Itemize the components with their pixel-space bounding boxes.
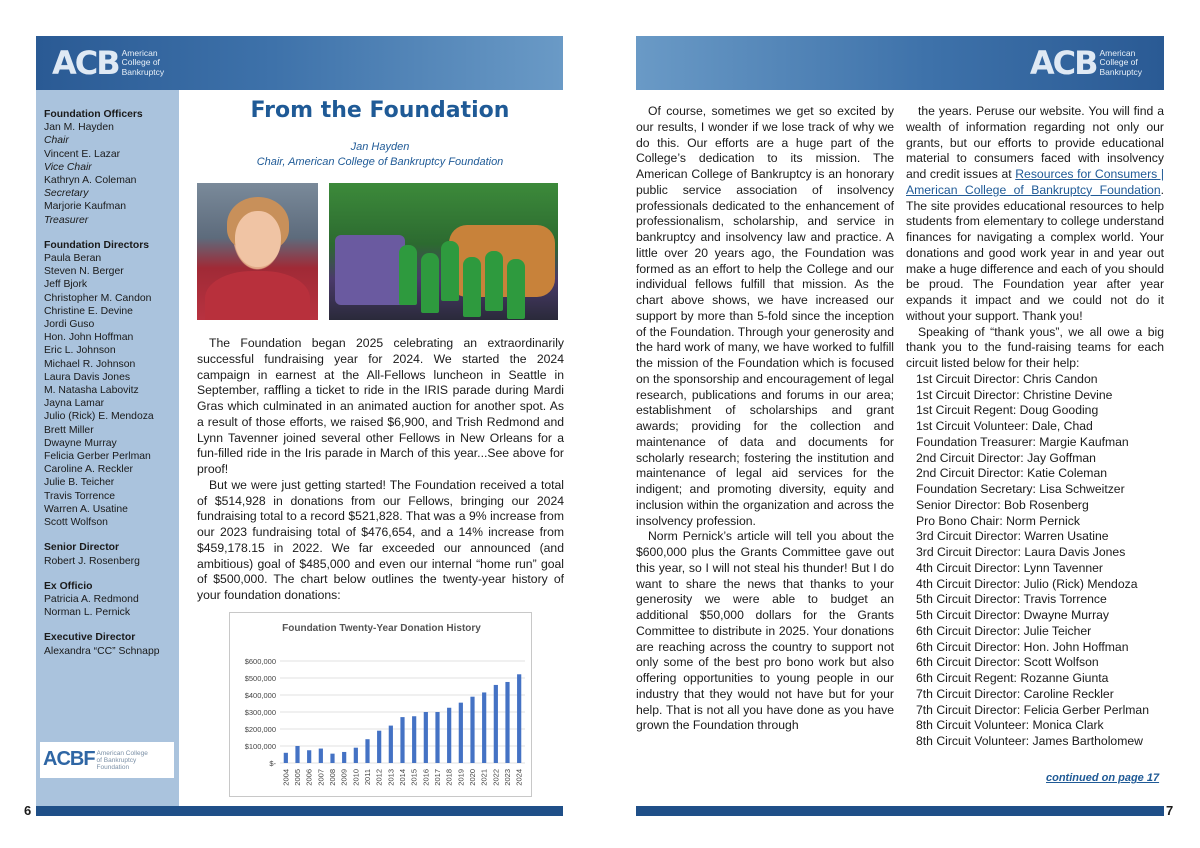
chart-x-tick-label: 2021	[479, 769, 489, 786]
chart-bar	[319, 749, 323, 763]
chart-bar	[459, 703, 463, 763]
parade-shape	[399, 245, 417, 305]
circuit-team-item: 1st Circuit Volunteer: Dale, Chad	[916, 419, 1093, 433]
chart-y-tick-label: $200,000	[244, 725, 276, 734]
sidebar-person-name: Norman L. Pernick	[44, 607, 131, 619]
sidebar-group-heading: Senior Director	[44, 542, 120, 554]
page-number-left: 6	[24, 803, 32, 818]
author-title: Chair, American College of Bankruptcy Foundation	[256, 155, 504, 168]
acbf-logo-mark: ACBF	[43, 748, 95, 771]
logo-line: Bankruptcy	[1099, 66, 1142, 77]
sidebar-person-name: Warren A. Usatine	[44, 503, 128, 515]
chart-bar	[354, 748, 358, 763]
portrait-shape	[205, 271, 310, 320]
chart-x-tick-label: 2005	[293, 769, 302, 786]
donation-history-chart	[229, 612, 532, 797]
paragraph	[906, 104, 1164, 325]
paragraph: Of course, sometimes we get so excited by our results, I wonder if we lose track of why we do this. Our efforts are a huge part of the College’s dedication to its mission. The American College of Bankruptcy is an honorary public service association of insolvency professionals dedicated to the enhancement of professionalism, scholarship, and service in bankruptcy and insolvency law and practice. A little over 20 years ago, the Foundation was formed as an effort to help the College and our individual fellows fulfill that mission. As the chart above shows, we have increased our support by more than 5-fold since the inception of the Foundation. Through your generosity and the hard work of many, we have worked to fulfill the mission of the Foundation which is focused on the sponsorship and encouragement of legal research, publications and forums in our area; establishment of scholarships and grant awards; providing for the collection and maintenance of data and documents for scholarly research; fostering the institution and maintenance of legal aid services for the indigent; and promoting diversity, equity and inclusion within the organization and across the insolvency profession.	[636, 104, 894, 528]
sidebar-person-name: Brett Miller	[44, 424, 94, 436]
logo-line: American	[121, 47, 158, 58]
chart-bar	[295, 746, 299, 763]
chart-bar	[470, 697, 474, 763]
acb-logo-mark: ACB	[52, 44, 119, 82]
circuit-team-item: 3rd Circuit Director: Laura Davis Jones	[916, 545, 1126, 559]
sidebar-person-name: Julie B. Teicher	[44, 477, 115, 489]
chart-y-tick-label: $300,000	[244, 708, 276, 717]
circuit-team-item: 7th Circuit Director: Felicia Gerber Perlman	[916, 702, 1149, 717]
chart-x-tick-label: 2010	[351, 769, 361, 786]
chart-x-tick-label: 2017	[433, 769, 442, 786]
sidebar-person-name: Christine E. Devine	[44, 305, 133, 317]
chart-y-tick-label: $500,000	[244, 674, 276, 683]
chart-bar	[424, 712, 428, 763]
circuit-team-item: 1st Circuit Director: Christine Devine	[916, 387, 1113, 402]
acbf-logo[interactable]	[40, 742, 174, 778]
sidebar-person-name: Laura Davis Jones	[44, 371, 131, 383]
continued-link[interactable]: continued on page 17	[1046, 772, 1160, 784]
sidebar-group	[44, 580, 179, 620]
chart-y-tick-label: $400,000	[244, 691, 276, 700]
sidebar-person-name: Jeff Bjork	[44, 279, 88, 291]
parade-shape	[335, 235, 405, 305]
chart-bar	[447, 708, 451, 763]
sidebar-group	[44, 108, 179, 227]
chart-x-tick-label: 2020	[468, 769, 477, 786]
acb-logo-text	[1099, 49, 1142, 78]
chart-x-tick-label: 2004	[281, 769, 291, 786]
parade-photo	[329, 183, 558, 320]
paragraph: The Foundation began 2025 celebrating an extraordinarily successful fundraising year for 2024. We started the 2024 campaign in earnest at the All-Fellows luncheon in Seattle in September, raffling a ticket to ride in the IRIS parade during Mardi Gras which culminated in an animated auction for another spot. As a result of those efforts, we raised $6,900, and Trish Redmond and Lynn Tavenner joined several other Fellows in New Orleans for a fun-filled ride in the Iris parade in March of this year...See above for proof!	[197, 336, 564, 476]
sidebar-person-name: Vincent E. Lazar	[44, 148, 121, 160]
chart-bar	[307, 750, 311, 763]
sidebar-groups	[44, 108, 179, 658]
footer-bar-right	[636, 806, 1164, 816]
sidebar-person-name: Travis Torrence	[44, 490, 116, 502]
chart-x-tick-label: 2022	[491, 769, 501, 786]
parade-shape	[441, 241, 459, 301]
parade-shape	[485, 251, 503, 311]
sidebar-person-name: Julio (Rick) E. Mendoza	[44, 411, 154, 423]
chart-x-tick-label: 2007	[316, 769, 326, 786]
article-column-b	[906, 104, 1164, 750]
logo-line: College of	[121, 57, 160, 68]
sidebar-person-name: Alexandra “CC” Schnapp	[44, 645, 160, 657]
sidebar-person-name: Scott Wolfson	[44, 517, 108, 529]
chart-bar	[517, 674, 521, 763]
circuit-team-item: 2nd Circuit Director: Katie Coleman	[916, 466, 1108, 481]
circuit-team-item: 5th Circuit Director: Travis Torrence	[916, 592, 1107, 607]
circuit-team-item: 6th Circuit Director: Hon. John Hoffman	[916, 639, 1129, 654]
byline	[180, 140, 580, 169]
logo-line: American	[1099, 47, 1136, 58]
chart-bar	[377, 731, 381, 763]
sidebar-group	[44, 541, 179, 567]
chart-x-tick-label: 2011	[363, 769, 372, 786]
foundation-sidebar	[36, 90, 179, 806]
circuit-team-list	[906, 372, 1164, 750]
chart-x-tick-label: 2023	[503, 769, 512, 786]
chart-svg	[230, 613, 533, 798]
circuit-team-item: 4th Circuit Director: Julio (Rick) Mendoza	[916, 576, 1138, 591]
sidebar-person-name: Steven N. Berger	[44, 266, 124, 278]
chart-bar	[412, 716, 416, 763]
sidebar-group	[44, 239, 179, 529]
chart-y-tick-label: $100,000	[244, 742, 276, 751]
circuit-team-item: Pro Bono Chair: Norm Pernick	[916, 513, 1080, 528]
article-title: From the Foundation	[250, 98, 510, 123]
chart-title: Foundation Twenty-Year Donation History	[282, 623, 481, 634]
chart-bar	[330, 754, 334, 763]
sidebar-person-name: Kathryn A. Coleman	[44, 175, 137, 187]
parade-shape	[421, 253, 439, 313]
acb-logo[interactable]	[1030, 46, 1142, 80]
sidebar-person-name: Felicia Gerber Perlman	[44, 451, 151, 463]
sidebar-person-name: Robert J. Rosenberg	[44, 555, 140, 567]
chart-x-tick-label: 2012	[374, 769, 384, 786]
chart-bar	[284, 753, 288, 763]
article-column-a	[636, 104, 894, 734]
chart-y-tick-label: $-	[269, 759, 276, 768]
sidebar-person-name: Marjorie Kaufman	[44, 201, 127, 213]
author-name: Jan Hayden	[350, 141, 410, 153]
sidebar-person-name: Paula Beran	[44, 253, 102, 265]
sidebar-group-heading: Executive Director	[44, 632, 136, 644]
logo-line: College of	[1099, 57, 1138, 68]
sidebar-person-name: Jayna Lamar	[44, 398, 105, 410]
chart-x-tick-label: 2014	[398, 769, 407, 786]
circuit-team-item: 7th Circuit Director: Caroline Reckler	[916, 686, 1114, 701]
circuit-team-item: 8th Circuit Volunteer: Monica Clark	[916, 718, 1104, 733]
chart-y-tick-label: $600,000	[244, 657, 276, 666]
acb-logo[interactable]	[52, 46, 164, 80]
sidebar-person-name: Caroline A. Reckler	[44, 464, 133, 476]
sidebar-group	[44, 631, 179, 657]
chart-bar	[400, 717, 404, 763]
chart-bar	[342, 752, 346, 763]
sidebar-person-role: Vice Chair	[44, 161, 92, 173]
acb-logo-mark: ACB	[1029, 44, 1097, 82]
sidebar-person-name: Jan M. Hayden	[44, 122, 114, 134]
sidebar-person-name: Eric L. Johnson	[44, 345, 116, 357]
logo-line: Foundation	[96, 763, 130, 771]
sidebar-group-heading: Ex Officio	[44, 580, 93, 592]
chart-x-tick-label: 2009	[339, 769, 349, 786]
circuit-team-item: Senior Director: Bob Rosenberg	[916, 497, 1089, 512]
header-bar-right	[636, 36, 1164, 90]
acb-logo-text	[122, 49, 165, 78]
circuit-team-item: 2nd Circuit Director: Jay Goffman	[916, 450, 1096, 465]
parade-shape	[463, 257, 481, 317]
chart-x-tick-label: 2013	[386, 769, 396, 786]
chart-bar	[482, 692, 486, 763]
sidebar-group-heading: Foundation Officers	[44, 109, 143, 120]
chart-x-tick-label: 2019	[456, 769, 466, 786]
header-bar-left	[36, 36, 563, 90]
chart-bar	[435, 712, 439, 763]
chart-x-tick-label: 2018	[444, 769, 454, 786]
paragraph: Speaking of “thank yous”, we all owe a big thank you to the fund-raising teams for each circuit listed below for their help:	[906, 324, 1164, 370]
circuit-team-item: 6th Circuit Regent: Rozanne Giunta	[916, 671, 1109, 685]
paragraph: Norm Pernick’s article will tell you about the $600,000 plus the Grants Committee gave out this year, so I will not steal his thunder! But I do want to share the news that thanks to your generosity we were able to budget an additional $50,000 dollars for the Grants Committee to distribute in 2025. Your donations are reaching across the country to support not only some of the best pro bono work but also offering opportunities to young people in our industry that they would not have but for your help. That is not all you have done as you have grown the Foundation through	[636, 529, 894, 733]
paragraph-text: . The site provides educational resources to help students from elementary to college understand finances for navigating a complex world. Your donations and good work year in and year out make a huge difference and each of you should be proud. The Foundation year after year expands it impact and we could not do it without your support. Thank you!	[906, 182, 1164, 323]
circuit-team-item: 8th Circuit Volunteer: James Bartholomew	[916, 734, 1143, 748]
acbf-logo-text	[97, 750, 148, 771]
logo-line: Bankruptcy	[121, 66, 165, 77]
paragraph-text: the years. Peruse our website. You will find a wealth of information regarding not only our grants, but our efforts to provide educational material to consumers faced with insolvency and credit issues at	[906, 104, 1164, 181]
circuit-team-item: 6th Circuit Director: Scott Wolfson	[916, 655, 1099, 670]
sidebar-person-name: Michael R. Johnson	[44, 358, 136, 370]
circuit-team-item: 5th Circuit Director: Dwayne Murray	[916, 608, 1110, 622]
chart-bar	[505, 682, 509, 763]
chart-x-tick-label: 2016	[421, 769, 431, 786]
logo-line: of Bankruptcy	[96, 756, 137, 764]
circuit-team-item: 1st Circuit Regent: Doug Gooding	[916, 403, 1099, 418]
article-body-left	[197, 336, 564, 604]
chart-x-tick-label: 2006	[304, 769, 314, 786]
sidebar-person-role: Secretary	[44, 188, 89, 200]
circuit-team-item: 4th Circuit Director: Lynn Tavenner	[916, 560, 1103, 575]
sidebar-person-name: Dwayne Murray	[44, 437, 117, 449]
paragraph: But we were just getting started! The Foundation received a total of $514,928 in donations from our Fellows, bringing our 2024 fundraising total to a record $521,828. That was a 9% increase from our 2023 fundraising total of $476,654, and a 14% increase from $459,178.15 in 2022. We far exceeded our announced (and ambitious) goal of $485,000 and even our internal “home run” goal of $500,000. The chart below outlines the twenty-year history of your foundation donations:	[197, 477, 564, 602]
chart-x-tick-label: 2015	[409, 769, 419, 786]
logo-line: American College	[96, 749, 148, 757]
sidebar-person-name: Patricia A. Redmond	[44, 593, 139, 605]
circuit-team-item: Foundation Secretary: Lisa Schweitzer	[916, 482, 1125, 496]
page-number-right: 7	[1166, 803, 1174, 818]
sidebar-person-name: M. Natasha Labovitz	[44, 385, 139, 397]
circuit-team-item: Foundation Treasurer: Margie Kaufman	[916, 434, 1129, 449]
sidebar-person-name: Hon. John Hoffman	[44, 332, 134, 344]
consumer-resources-link[interactable]: Resources for Consumers | American College of Bankruptcy Foundation	[906, 167, 1164, 197]
circuit-team-item: 1st Circuit Director: Chris Candon	[916, 371, 1098, 386]
sidebar-person-role: Treasurer	[44, 214, 89, 226]
sidebar-person-name: Jordi Guso	[44, 319, 95, 331]
portrait-shape	[235, 211, 281, 267]
chart-x-tick-label: 2024	[514, 769, 524, 786]
chart-bar	[389, 726, 393, 763]
chart-bar	[494, 685, 498, 763]
author-portrait-photo	[197, 183, 318, 320]
circuit-team-item: 3rd Circuit Director: Warren Usatine	[916, 529, 1109, 544]
chart-x-tick-label: 2008	[328, 769, 337, 786]
sidebar-person-role: Chair	[44, 135, 69, 147]
chart-bar	[365, 739, 369, 763]
circuit-team-item: 6th Circuit Director: Julie Teicher	[916, 623, 1092, 638]
parade-shape	[507, 259, 525, 319]
sidebar-group-heading: Foundation Directors	[44, 239, 150, 251]
sidebar-person-name: Christopher M. Candon	[44, 292, 152, 304]
footer-bar-left	[36, 806, 563, 816]
